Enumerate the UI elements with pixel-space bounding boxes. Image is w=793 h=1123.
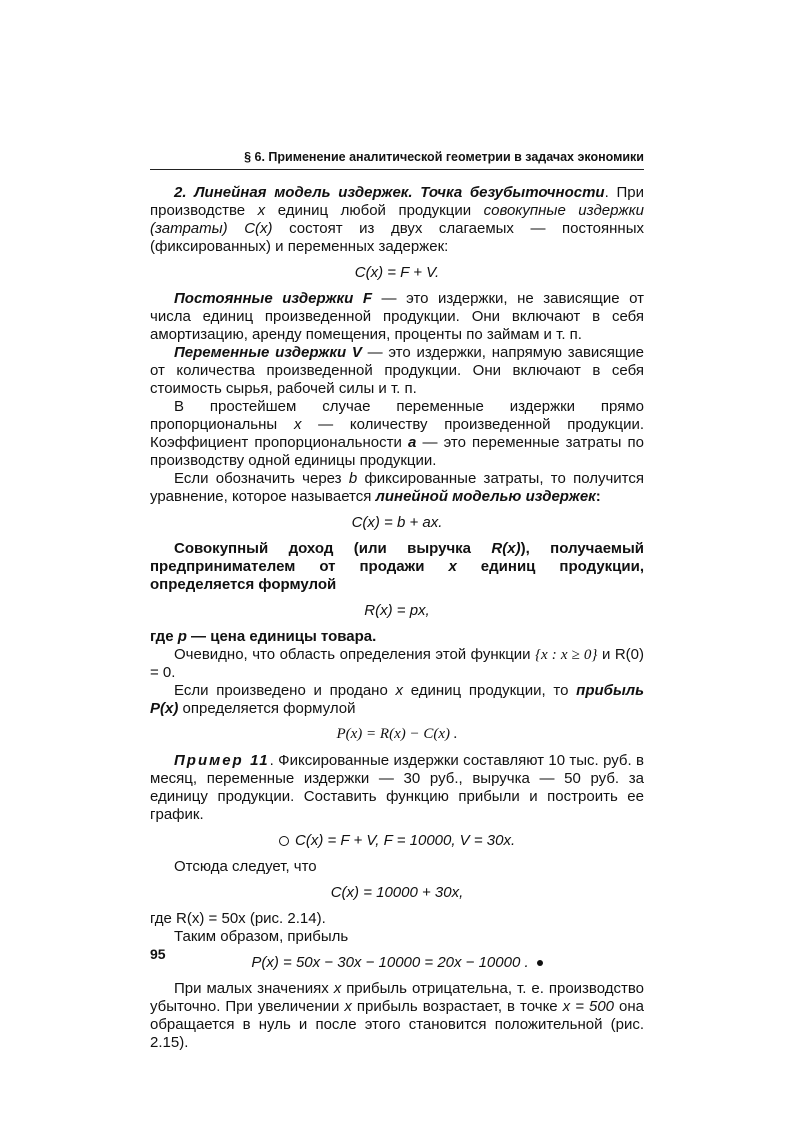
- section-title: 2. Линейная модель издержек. Точка безубыточности: [174, 184, 605, 201]
- formula-example-costs: C(x) = F + V, F = 10000, V = 30x.: [150, 832, 644, 849]
- formula-linear-costs: C(x) = b + ax.: [351, 514, 443, 531]
- term-fixed-costs: Постоянные издержки F: [174, 290, 372, 307]
- paragraph-fixed-costs: Постоянные издержки F — это издержки, не зависящие от числа единиц произведенной продукции. Они включают в себя амортизацию, аренду помещения, проценты по займам и т. п.: [150, 290, 644, 343]
- paragraph-breakeven: При малых значениях x прибыль отрицательна, т. е. производство убыточно. При увеличении x прибыль возрастает, в точке x = 500 она обращается в нуль и после этого становится положительной (рис. 2.15).: [150, 980, 645, 1051]
- paragraph-revenue: Совокупный доход (или выручка R(x)), получаемый предпринимателем от продажи x единиц продукции, определяется формулой: [150, 540, 644, 593]
- term-linear-cost-model: линейной моделью издержек: [375, 488, 596, 505]
- formula-revenue: R(x) = px,: [364, 602, 430, 619]
- page-number: 95: [150, 946, 166, 962]
- solution-end-icon: [537, 960, 543, 966]
- domain-set: {x : x ≥ 0}: [535, 647, 598, 663]
- paragraph-fixed-b: Если обозначить через b фиксированные затраты, то получится уравнение, которое называется линейной моделью издержек:: [150, 470, 644, 505]
- term-profit: прибыль P(x): [150, 682, 644, 717]
- running-header: § 6. Применение аналитической геометрии в задачах экономики: [150, 150, 644, 170]
- paragraph-proportionality: В простейшем случае переменные издержки прямо пропорциональны x — количеству произведенной продукции. Коэффициент пропорциональности a — это переменные затраты по производству одной единицы продукции.: [150, 398, 645, 469]
- solution-start-icon: [279, 836, 289, 846]
- paragraph-profit-def: Если произведено и продано x единиц продукции, то прибыль P(x) определяется формулой: [150, 682, 644, 717]
- paragraph-thus-profit: Таким образом, прибыль: [174, 928, 349, 945]
- paragraph-variable-costs: Переменные издержки V — это издержки, напрямую зависящие от количества произведенной продукции. Они включают в себя стоимость сырья, рабочей силы и т. п.: [150, 344, 644, 397]
- paragraph-domain: Очевидно, что область определения этой функции {x : x ≥ 0} и R(0) = 0.: [150, 646, 644, 681]
- page-body: [150, 150, 644, 1052]
- term-variable-costs: Переменные издержки V: [174, 344, 362, 361]
- formula-profit: P(x) = R(x) − C(x) .: [336, 726, 458, 742]
- paragraph-price: где p — цена единицы товара.: [150, 628, 377, 645]
- paragraph-rx: где R(x) = 50x (рис. 2.14).: [150, 910, 326, 927]
- paragraph-example-11: Пример 11. Фиксированные издержки составляют 10 тыс. руб. в месяц, переменные издержки — 30 руб., выручка — 50 руб. за единицу продукции. Составить функцию прибыли и построить ее график.: [150, 752, 644, 823]
- formula-example-cx: C(x) = 10000 + 30x,: [330, 884, 464, 901]
- paragraph-it-follows: Отсюда следует, что: [174, 858, 317, 875]
- formula-total-costs: C(x) = F + V.: [354, 264, 440, 281]
- example-label: Пример 11: [174, 752, 270, 769]
- formula-example-profit: P(x) = 50x − 30x − 10000 = 20x − 10000 .: [150, 954, 644, 971]
- paragraph-linear-model: 2. Линейная модель издержек. Точка безубыточности. При производстве x единиц любой продукции совокупные издержки (затраты) C(x) состоят из двух слагаемых — постоянных (фиксированных) и переменных задержек:: [150, 184, 645, 255]
- term-total-costs: совокупные издержки (затраты) C(x): [150, 202, 645, 237]
